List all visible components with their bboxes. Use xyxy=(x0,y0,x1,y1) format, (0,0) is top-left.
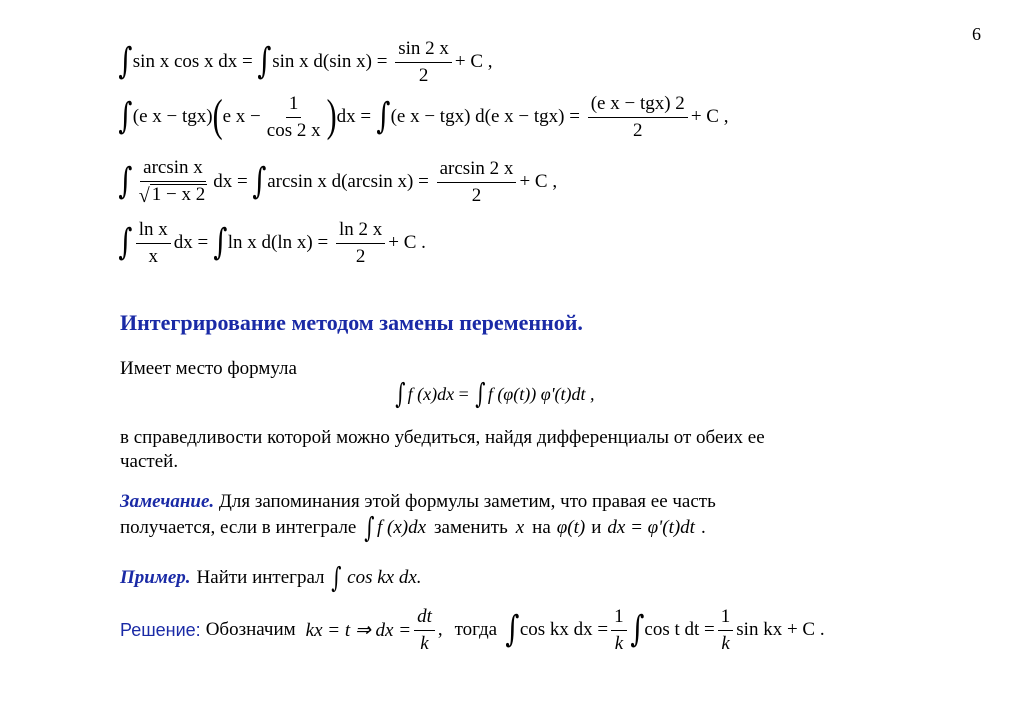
equals-sign: = xyxy=(372,51,393,73)
fraction-denominator: 2 xyxy=(355,245,366,267)
fraction-denominator: 2 xyxy=(418,64,429,86)
remark-x: x xyxy=(515,517,525,538)
remark-line-1 xyxy=(120,490,716,514)
formula-4-result xyxy=(336,219,385,268)
fraction-denominator: cos 2 x xyxy=(266,119,321,141)
example-label: Пример. xyxy=(120,567,191,588)
fraction-denominator: 2 xyxy=(633,119,643,141)
fraction-denominator: k xyxy=(614,632,624,654)
fraction-numerator: 1 xyxy=(718,606,734,631)
integral-sign: ∫ xyxy=(257,41,272,83)
remark-text-2b: заменить xyxy=(434,517,508,538)
integral-sign: ∫ xyxy=(505,609,520,651)
paragraph-line-2: частей. xyxy=(120,451,179,472)
formula-2 xyxy=(118,93,728,142)
substitution-formula-left: f (x)dx xyxy=(407,383,455,404)
integral-sign: ∫ xyxy=(330,561,341,594)
formula-4 xyxy=(118,219,426,268)
solution-sub-fraction xyxy=(414,606,435,655)
paragraph-line-1: в справедливости которой можно убедиться, найдя дифференциалы от обеих ее xyxy=(120,427,765,448)
example-text: Найти интеграл xyxy=(196,567,325,588)
solution-frac-1 xyxy=(611,606,627,655)
integral-sign: ∫ xyxy=(118,161,133,203)
solution-substitution: kx = t ⇒ dx = xyxy=(305,619,412,641)
remark-label: Замечание. xyxy=(120,491,215,512)
radical-sign: √ xyxy=(138,184,150,207)
equals-sign: = xyxy=(564,106,585,128)
fraction-numerator: ln x xyxy=(136,219,171,244)
remark-text-2c: на xyxy=(532,517,551,538)
fraction-denominator: k xyxy=(420,632,429,654)
formula-1-tail: + C , xyxy=(454,51,493,73)
formula-3-result xyxy=(437,158,517,207)
page-number: 6 xyxy=(972,24,981,44)
substitution-formula-right: f (φ(t)) φ'(t)dt , xyxy=(487,383,595,404)
remark-line-2 xyxy=(120,511,706,544)
fraction-numerator: dt xyxy=(414,606,435,631)
formula-4-tail: + C . xyxy=(388,232,426,254)
fraction-numerator: arcsin x xyxy=(140,157,206,182)
intro-text: Имеет место формула xyxy=(120,358,297,379)
fraction-numerator: ln 2 x xyxy=(336,219,385,244)
fraction-numerator: 1 xyxy=(611,606,627,631)
integral-sign: ∫ xyxy=(252,161,267,203)
formula-3-tail: + C , xyxy=(519,171,558,193)
integral-sign: ∫ xyxy=(118,96,133,138)
formula-2-lhs-tail: dx xyxy=(336,106,356,128)
formula-1-middle: sin x d(sin x) xyxy=(272,51,372,73)
example-integrand: cos kx dx. xyxy=(347,567,422,588)
solution-text: Обозначим xyxy=(205,619,296,641)
formula-4-lhs-tail: dx xyxy=(173,232,193,254)
formula-2-middle: (e x − tgx) d(e x − tgx) xyxy=(390,106,565,128)
remark-dx: dx = φ'(t)dt xyxy=(607,517,695,538)
formula-3-middle: arcsin x d(arcsin x) xyxy=(267,171,414,193)
remark-text-1: Для запоминания этой формулы заметим, что правая ее часть xyxy=(218,491,716,512)
equals-sign: = xyxy=(413,171,434,193)
section-heading: Интегрирование методом замены переменной. xyxy=(120,310,583,335)
fraction-numerator: (e x − tgx) 2 xyxy=(588,93,688,118)
solution-result: sin kx + C . xyxy=(736,619,825,641)
solution-frac-2 xyxy=(718,606,734,655)
equals-sign: = xyxy=(237,51,258,73)
fraction-denominator: 2 xyxy=(471,184,482,206)
integral-sign: ∫ xyxy=(213,222,228,264)
fraction-denominator: k xyxy=(721,632,730,654)
integral-sign: ∫ xyxy=(118,41,133,83)
fraction-numerator: arcsin 2 x xyxy=(437,158,517,183)
equals-sign: = xyxy=(312,232,333,254)
solution-int1: cos kx dx = xyxy=(519,619,609,641)
formula-2-lhs-b-pre: e x − xyxy=(222,106,261,128)
remark-end: . xyxy=(700,517,706,538)
remark-phi: φ(t) xyxy=(556,517,586,538)
fraction-denominator xyxy=(136,182,210,208)
example-line xyxy=(120,561,422,594)
formula-1-lhs: sin x cos x dx xyxy=(132,51,238,73)
integral-sign: ∫ xyxy=(364,511,375,544)
formula-2-inner-fraction xyxy=(264,93,324,142)
radicand: 1 − x 2 xyxy=(151,183,206,205)
equals-sign: = xyxy=(192,232,214,254)
substitution-formula xyxy=(393,377,595,410)
formula-4-middle: ln x d(ln x) xyxy=(227,232,313,254)
remark-text-2d: и xyxy=(591,517,602,538)
fraction-denominator: x xyxy=(148,245,159,267)
fraction-numerator: 1 xyxy=(286,93,302,118)
big-paren-open: ( xyxy=(212,91,223,142)
integral-sign: ∫ xyxy=(630,609,645,651)
formula-1-result xyxy=(395,38,452,87)
formula-1 xyxy=(118,38,493,87)
formula-3-lhs-tail: dx xyxy=(213,171,233,193)
solution-int2: cos t dt = xyxy=(644,619,715,641)
formula-2-lhs-a: (e x − tgx) xyxy=(132,106,213,128)
remark-text-2a: получается, если в интеграле xyxy=(120,517,357,538)
big-paren-close: ) xyxy=(326,91,337,142)
formula-4-lhs-fraction xyxy=(136,219,171,268)
solution-line xyxy=(120,606,825,655)
formula-2-tail: + C , xyxy=(690,106,729,128)
integral-sign: ∫ xyxy=(376,96,391,138)
square-root xyxy=(139,184,207,206)
fraction-numerator: sin 2 x xyxy=(395,38,452,63)
remark-integrand: f (x)dx xyxy=(376,517,427,538)
equals-sign: = xyxy=(454,383,474,404)
integral-sign: ∫ xyxy=(475,377,486,410)
solution-then: тогда xyxy=(454,619,498,641)
integral-sign: ∫ xyxy=(395,377,406,410)
formula-2-result xyxy=(588,93,688,142)
formula-3-lhs-fraction xyxy=(136,157,210,208)
solution-comma: , xyxy=(437,619,443,641)
integral-sign: ∫ xyxy=(118,222,133,264)
formula-3 xyxy=(118,157,557,208)
equals-sign: = xyxy=(232,171,253,193)
equals-sign: = xyxy=(355,106,376,128)
solution-label: Решение: xyxy=(120,619,201,640)
